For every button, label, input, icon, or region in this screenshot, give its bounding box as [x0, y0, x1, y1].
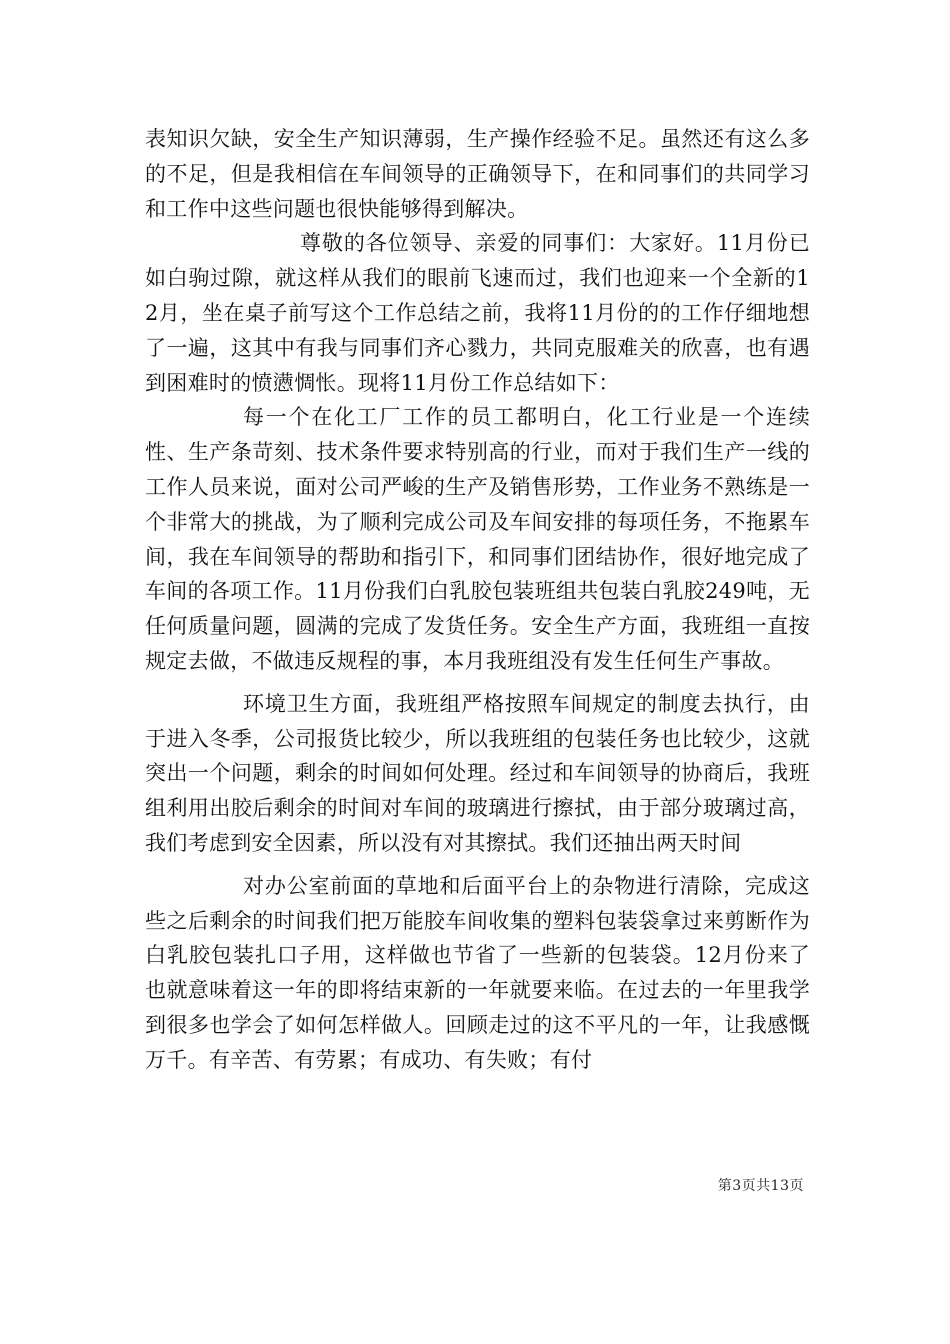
paragraph-5: 对办公室前面的草地和后面平台上的杂物进行清除，完成这些之后剩余的时间我们把万能胶车间收集的塑料包装袋拿过来剪断作为白乳胶包装扎口子用，这样做也节省了一些新的包装袋。12月份来了也就意味着这一年的即将结束新的一年就要来临。在过去的一年里我学到很多也学会了如何怎样做人。回顾走过的这不平凡的一年，让我感慨万千。有辛苦、有劳累；有成功、有失败；有付: [145, 873, 810, 1072]
page-number-footer: 第3页共13页: [717, 1178, 804, 1194]
paragraph-1: 表知识欠缺，安全生产知识薄弱，生产操作经验不足。虽然还有这么多的不足，但是我相信在车间领导的正确领导下，在和同事们的共同学习和工作中这些问题也很快能够得到解决。: [145, 127, 810, 221]
document-body: [145, 122, 810, 1078]
paragraph-3: 每一个在化工厂工作的员工都明白，化工行业是一个连续性、生产条苛刻、技术条件要求特别高的行业，而对于我们生产一线的工作人员来说，面对公司严峻的生产及销售形势，工作业务不熟练是一个非常大的挑战，为了顺利完成公司及车间安排的每项任务，不拖累车间，我在车间领导的帮助和指引下，和同事们团结协作，很好地完成了车间的各项工作。11月份我们白乳胶包装班组共包装白乳胶249吨，无任何质量问题，圆满的完成了发货任务。安全生产方面，我班组一直按规定去做，不做违反规程的事，本月我班组没有发生任何生产事故。: [145, 405, 810, 673]
paragraph-2: 尊敬的各位领导、亲爱的同事们：大家好。11月份已如白驹过隙，就这样从我们的眼前飞速而过，我们也迎来一个全新的12月，坐在桌子前写这个工作总结之前，我将11月份的的工作仔细地想了一遍，这其中有我与同事们齐心戮力，共同克服难关的欣喜，也有遇到困难时的愤懑惆怅。现将11月份工作总结如下：: [145, 231, 810, 395]
paragraph-4: 环境卫生方面，我班组严格按照车间规定的制度去执行，由于进入冬季，公司报货比较少，所以我班组的包装任务也比较少，这就突出一个问题，剩余的时间如何处理。经过和车间领导的协商后，我班组利用出胶后剩余的时间对车间的玻璃进行擦拭，由于部分玻璃过高，我们考虑到安全因素，所以没有对其擦拭。我们还抽出两天时间: [145, 691, 810, 855]
